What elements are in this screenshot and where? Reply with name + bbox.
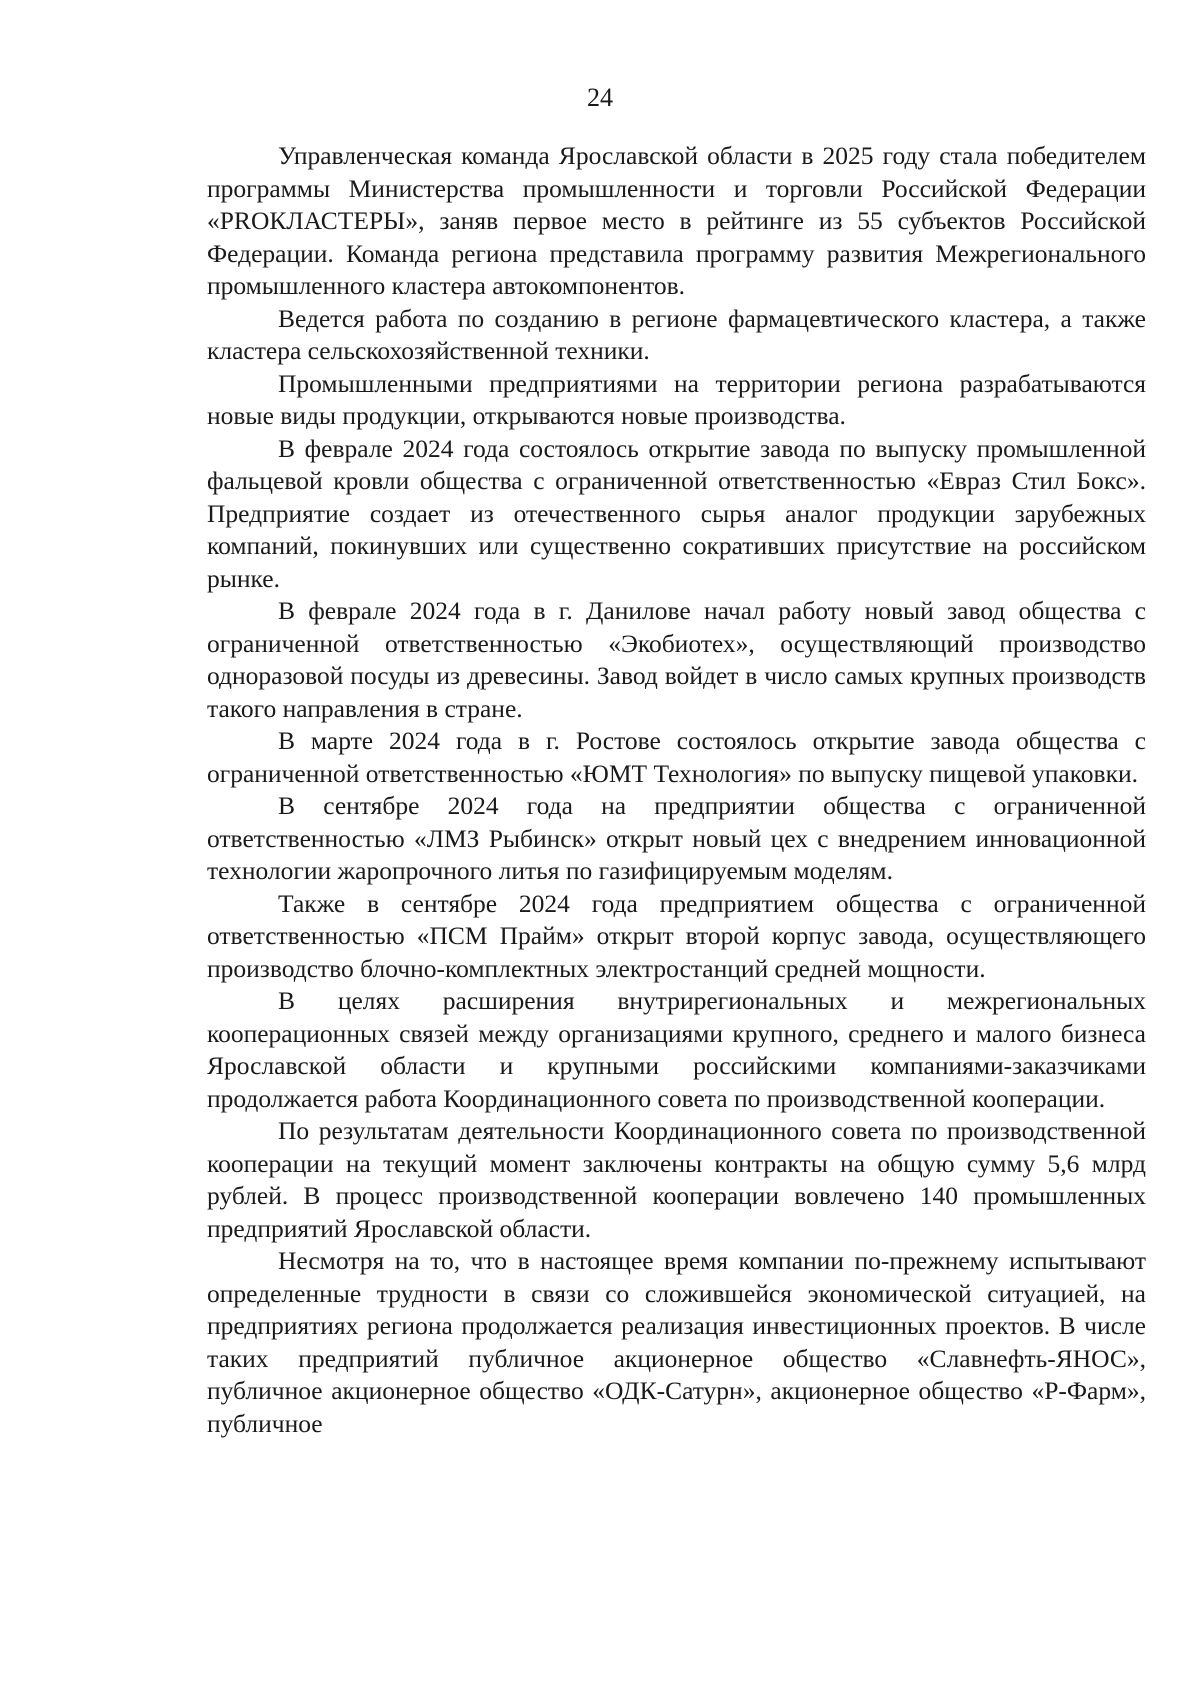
- paragraph-ecobiotech: В феврале 2024 года в г. Данилове начал работу новый завод общества с ограниченной ответственностью «Экобиотех», осуществляющий производство одноразовой посуды из древесины. Завод войдет в число самых крупных производств такого направления в стране.: [207, 596, 1146, 723]
- paragraph-investment-projects: Несмотря на то, что в настоящее время компании по-прежнему испытывают определенные трудности в связи со сложившейся экономической ситуацией, на предприятиях региона продолжается реализация инвестиционных проектов. В числе таких предприятий публичное акционерное общество «Славнефть-ЯНОС», публичное акционерное общество «ОДК-Сатурн», акционерное общество «Р-Фарм», публичное: [207, 1246, 1146, 1438]
- page-number: 24: [587, 83, 613, 112]
- paragraph-coordination-council: В целях расширения внутрирегиональных и межрегиональных кооперационных связей между организациями крупного, среднего и малого бизнеса Ярославской области и крупными российскими компаниями-заказчиками продолжается работа Координационного совета по производственной кооперации.: [207, 986, 1146, 1113]
- paragraph-pharma-cluster: Ведется работа по созданию в регионе фармацевтического кластера, а также кластера сельскохозяйственной техники.: [207, 303, 1146, 365]
- paragraph-new-products: Промышленными предприятиями на территории региона разрабатываются новые виды продукции, открываются новые производства.: [207, 368, 1146, 430]
- document-body: [207, 140, 1146, 1440]
- paragraph-psm-prime: Также в сентябре 2024 года предприятием общества с ограниченной ответственностью «ПСМ Прайм» открыт второй корпус завода, осуществляющего производство блочно-комплектных электростанций средней мощности.: [207, 888, 1146, 983]
- paragraph-umt-technology: В марте 2024 года в г. Ростове состоялось открытие завода общества с ограниченной ответственностью «ЮМТ Технология» по выпуску пищевой упаковки.: [207, 726, 1146, 788]
- paragraph-lmz-rybinsk: В сентябре 2024 года на предприятии общества с ограниченной ответственностью «ЛМЗ Рыбинск» открыт новый цех с внедрением инновационной технологии жаропрочного литья по газифицируемым моделям.: [207, 791, 1146, 885]
- paragraph-team-proclusters: Управленческая команда Ярославской области в 2025 году стала победителем программы Министерства промышленности и торговли Российской Федерации «PROКЛАСТЕРЫ», заняв первое место в рейтинге из 55 субъектов Российской Федерации. Команда региона представила программу развития Межрегионального промышленного кластера автокомпонентов.: [207, 141, 1146, 300]
- paragraph-evraz-steel-box: В феврале 2024 года состоялось открытие завода по выпуску промышленной фальцевой кровли общества с ограниченной ответственностью «Евраз Стил Бокс». Предприятие создает из отечественного сырья аналог продукции зарубежных компаний, покинувших или существенно сокративших присутствие на российском рынке.: [207, 433, 1146, 593]
- paragraph-cooperation-results: По результатам деятельности Координационного совета по производственной кооперации на текущий момент заключены контракты на общую сумму 5,6 млрд рублей. В процесс производственной кооперации вовлечено 140 промышленных предприятий Ярославской области.: [207, 1116, 1146, 1243]
